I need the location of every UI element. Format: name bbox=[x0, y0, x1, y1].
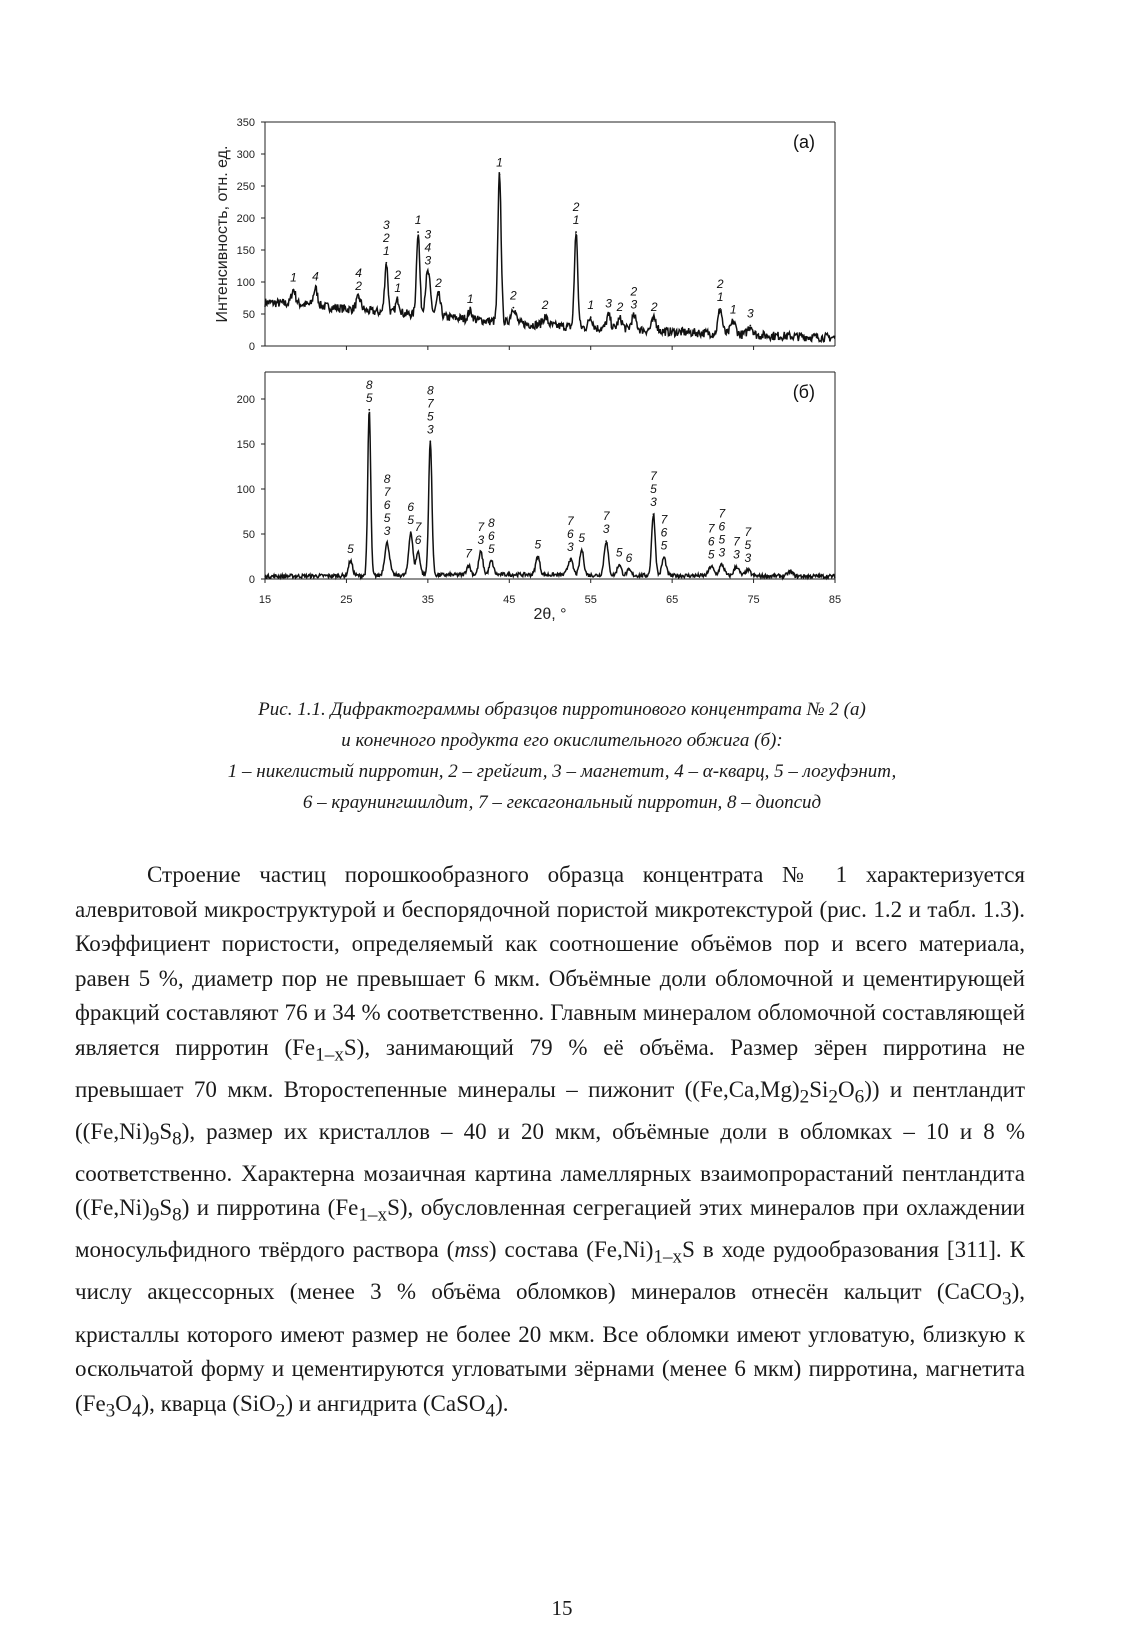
figure-caption bbox=[110, 694, 1014, 818]
panel-a-peak-label: 3 bbox=[605, 296, 612, 311]
panel-a-peak-label: 4 bbox=[312, 269, 319, 284]
panel-a-peak-label: 2 bbox=[394, 267, 402, 282]
panel-a-peak-label: 4 bbox=[424, 240, 432, 255]
panel-b-peak-point bbox=[537, 556, 539, 558]
panel-b-peak-label: 6 bbox=[567, 527, 574, 542]
panel-a-peak-point bbox=[315, 288, 317, 290]
panel-b-peak-label: 5 bbox=[650, 482, 657, 497]
panel-a-y-tick-label: 150 bbox=[236, 245, 255, 257]
panel-b-peak-label: 7 bbox=[465, 546, 472, 561]
panel-b-peak-point bbox=[429, 440, 431, 442]
panel-b-x-tick-label: 55 bbox=[584, 594, 597, 606]
panel-b-peak-label: 7 bbox=[733, 534, 740, 549]
panel-a-peak-label: 1 bbox=[382, 243, 390, 258]
panel-b-x-tick-label: 15 bbox=[258, 594, 272, 606]
panel-b-peak-point bbox=[628, 569, 630, 571]
panel-b-peak-label: 7 bbox=[477, 520, 485, 534]
panel-b-peak-point bbox=[386, 542, 388, 544]
panel-b-peak-label: 7 bbox=[567, 514, 574, 529]
panel-a-peak-label: 2 bbox=[630, 284, 638, 299]
panel-b-peak-point bbox=[468, 565, 470, 567]
panel-b-peak-point bbox=[350, 560, 352, 562]
panel-a-y-tick-label: 0 bbox=[248, 341, 255, 353]
panel-b-peak-label: 5 bbox=[534, 537, 542, 552]
panel-b-peak-point bbox=[747, 569, 749, 571]
caption-line-4: 6 – краунингшилдит, 7 – гексагональный пирротин, 8 – диопсид bbox=[302, 792, 822, 813]
panel-b-peak-label: 6 bbox=[488, 529, 495, 543]
panel-b-peak-point bbox=[605, 540, 607, 542]
panel-b-peak-label: 5 bbox=[347, 542, 354, 556]
panel-a-peak-point bbox=[499, 174, 501, 176]
panel-a-peak-point bbox=[544, 316, 546, 318]
panel-b-peak-label: 3 bbox=[426, 422, 434, 437]
panel-b-peak-label: 5 bbox=[660, 538, 668, 553]
panel-b-tag: (б) bbox=[792, 382, 815, 402]
panel-a-peak-label: 2 bbox=[510, 288, 517, 303]
panel-b-peak-point bbox=[410, 531, 412, 533]
panel-b-y-tick-label: 200 bbox=[236, 394, 255, 406]
panel-a-peak-label: 1 bbox=[496, 155, 503, 170]
panel-b-peak-label: 3 bbox=[477, 533, 485, 547]
panel-a-peak-point bbox=[619, 318, 621, 320]
panel-a-peak-label: 2 bbox=[650, 300, 658, 315]
panel-b-peak-label: 6 bbox=[407, 500, 415, 515]
panel-a-peak-label: 4 bbox=[355, 266, 362, 280]
panel-a-peak-point bbox=[397, 299, 399, 301]
panel-b-peak-point bbox=[618, 564, 620, 566]
panel-a-peak-label: 3 bbox=[424, 253, 432, 268]
panel-a-peak-point bbox=[417, 231, 419, 233]
panel-b-peak-point bbox=[653, 513, 655, 515]
xrd-chart bbox=[205, 110, 885, 655]
panel-b-peak-label: 8 bbox=[426, 383, 434, 398]
panel-b-peak-point bbox=[663, 557, 665, 559]
panel-b-peak-point bbox=[368, 409, 370, 411]
page-number: 15 bbox=[551, 1596, 573, 1620]
panel-b-peak-point bbox=[710, 566, 712, 568]
panel-b-peak-label: 5 bbox=[407, 513, 415, 528]
panel-b-peak-point bbox=[721, 564, 723, 566]
panel-a-y-tick-label: 300 bbox=[236, 149, 255, 161]
panel-a-peak-point bbox=[608, 314, 610, 316]
panel-a-peak-label: 2 bbox=[541, 298, 549, 313]
panel-a-y-tick-label: 250 bbox=[236, 181, 255, 193]
panel-a-peak-label: 2 bbox=[355, 279, 362, 293]
panel-b-peak-point bbox=[789, 571, 791, 573]
panel-b-peak-label: 7 bbox=[718, 506, 726, 521]
panel-b-peak-label: 8 bbox=[488, 516, 495, 530]
panel-a-peak-point bbox=[732, 321, 734, 323]
panel-a-peak-point bbox=[427, 272, 429, 274]
panel-a-peak-point bbox=[512, 307, 514, 309]
panel-b-peak-label: 8 bbox=[365, 377, 373, 392]
panel-b-peak-label: 5 bbox=[488, 542, 495, 556]
panel-b-peak-label: 6 bbox=[414, 533, 422, 547]
panel-a-peak-point bbox=[575, 231, 577, 233]
panel-b-peak-label: 3 bbox=[744, 551, 752, 565]
panel-a-peak-label: 1 bbox=[414, 213, 422, 228]
panel-b-peak-label: 7 bbox=[426, 396, 434, 411]
panel-b-peak-label: 5 bbox=[615, 545, 623, 560]
panel-b-peak-label: 7 bbox=[650, 469, 657, 484]
panel-b-peak-label: 5 bbox=[744, 538, 752, 552]
panel-b-peak-label: 7 bbox=[602, 509, 610, 524]
panel-b-peak-point bbox=[736, 566, 738, 568]
panel-a-peak-label: 3 bbox=[424, 227, 432, 242]
panel-b-peak-label: 7 bbox=[414, 520, 422, 534]
panel-a-peak-label: 1 bbox=[290, 270, 297, 285]
panel-a-peak-label: 3 bbox=[382, 217, 390, 232]
panel-b-peak-label: 5 bbox=[365, 390, 373, 405]
panel-b-peak-label: 7 bbox=[383, 485, 391, 499]
panel-a-tag: (а) bbox=[793, 132, 815, 152]
panel-b-x-tick-label: 65 bbox=[666, 594, 679, 606]
panel-b-peak-label: 3 bbox=[733, 547, 740, 562]
panel-b-peak-point bbox=[581, 549, 583, 551]
panel-b-peak-label: 7 bbox=[707, 521, 715, 536]
caption-line-2: и конечного продукта его окислительного обжига (б): bbox=[341, 730, 783, 751]
panel-a-peak-point bbox=[590, 316, 592, 318]
panel-b-peak-label: 8 bbox=[383, 472, 391, 486]
x-axis-title: 2θ, ° bbox=[533, 606, 567, 623]
panel-a-peak-point bbox=[719, 308, 721, 310]
paragraph: Строение частиц порошкообразного образца концентрата № 1 характеризуется алевритовой микроструктурой и беспорядочной пористой микротекстурой (рис. 1.2 и табл. 1.3). Коэффициент пористости, определяемый как соотношение объёмов пор и всего материала, равен 5 %, диаметр пор не превышает 6 мкм. Объёмные доли обломочной и цементирующей фракций составляют 76 и 34 % соответственно. Главным минералом обломочной составляющей является пирротин $(Fe_{1-x}S)$, занимающий 79 % её объёма. Размер зёрен пирротина не превышает 70 мкм. Второстепенные минералы – пижонит $((Fe,Ca,Mg)_2Si_2O_6)$) и пентландит $((Fe,Ni)_9S_8)$, размер их кристаллов – 40 и 20 мкм, объёмные доли в обломках – 10 и 8 % соответственно. Характерна мозаичная картина ламеллярных взаимопрорастаний пентландита $((Fe,Ni)_9S_8)$ и пирротина $(Fe_{1-x}S)$, обусловленная сегрегацией этих минералов при охлаждении моносульфидного твёрдого раствора (mss) состава $(Fe,Ni)_{1-x}S$ в ходе рудообразования [311]. К числу акцессорных (менее 3 % объёма обломков) минералов отнесён кальцит (CaCO$_3$), кристаллы которого имеют размер не более 20 мкм. Все обломки имеют угловатую, близкую к оскольчатой форму и цементируются угловатыми зёрнами (менее 6 мкм) пирротина, магнетита $(Fe_3O_4)$, кварца (SiO$_2$) и ангидрита (CaSO$_4$). bbox=[75, 862, 1025, 1422]
panel-b-peak-label: 6 bbox=[625, 551, 633, 565]
panel-a-peak-label: 2 bbox=[616, 300, 624, 315]
panel-b-peak-label: 3 bbox=[650, 495, 657, 510]
xrd-figure bbox=[205, 110, 885, 655]
panel-b-peak-label: 6 bbox=[383, 498, 391, 512]
panel-a-peak-label: 1 bbox=[587, 298, 595, 313]
panel-b-peak-label: 5 bbox=[383, 511, 391, 525]
panel-a-peak-point bbox=[385, 262, 387, 264]
caption-line-3: 1 – никелистый пирротин, 2 – грейгит, 3 – магнетит, 4 – α-кварц, 5 – логуфэнит, bbox=[227, 761, 897, 782]
panel-a-peak-point bbox=[653, 318, 655, 320]
panel-b-peak-point bbox=[417, 551, 419, 553]
panel-a-y-tick-label: 100 bbox=[236, 277, 255, 289]
panel-a-y-tick-label: 350 bbox=[236, 117, 255, 129]
panel-b-y-tick-label: 100 bbox=[236, 484, 255, 496]
panel-b-peak-label: 3 bbox=[602, 522, 610, 537]
panel-a-peak-label: 2 bbox=[572, 200, 580, 215]
panel-b-peak-point bbox=[490, 560, 492, 562]
panel-b-peak-label: 6 bbox=[718, 519, 726, 534]
panel-b-y-tick-label: 50 bbox=[242, 529, 255, 541]
panel-b-x-tick-label: 45 bbox=[503, 594, 516, 606]
panel-b-peak-label: 5 bbox=[426, 409, 434, 424]
panel-a-peak-label: 3 bbox=[630, 297, 638, 312]
panel-a-y-tick-label: 50 bbox=[242, 309, 255, 321]
panel-a-peak-label: 2 bbox=[382, 230, 390, 245]
panel-a-peak-label: 1 bbox=[729, 302, 737, 317]
panel-b-x-tick-label: 25 bbox=[340, 594, 353, 606]
panel-b-x-tick-label: 85 bbox=[828, 594, 842, 606]
panel-a-peak-label: 2 bbox=[716, 276, 724, 291]
panel-b-y-tick-label: 150 bbox=[236, 439, 255, 451]
panel-a-peak-label: 3 bbox=[746, 306, 754, 321]
panel-a-peak-point bbox=[469, 310, 471, 312]
panel-a-peak-point bbox=[633, 316, 635, 318]
panel-b-peak-label: 3 bbox=[718, 545, 726, 560]
panel-b-peak-point bbox=[569, 558, 571, 560]
y-axis-title: Интенсивность, отн. ед. bbox=[214, 145, 231, 323]
panel-b-x-tick-label: 75 bbox=[747, 594, 760, 606]
panel-a-peak-point bbox=[293, 289, 295, 291]
panel-b-peak-label: 5 bbox=[578, 531, 586, 546]
panel-b-peak-label: 7 bbox=[744, 525, 752, 539]
panel-b-y-tick-label: 0 bbox=[248, 574, 255, 586]
panel-b-peak-label: 7 bbox=[660, 512, 668, 527]
panel-b-peak-label: 3 bbox=[383, 524, 391, 538]
panel-b-peak-label: 3 bbox=[567, 540, 574, 555]
panel-a-peak-point bbox=[749, 325, 751, 327]
panel-a-peak-label: 1 bbox=[466, 291, 474, 306]
panel-a-peak-label: 1 bbox=[572, 213, 580, 228]
panel-b-peak-label: 6 bbox=[660, 525, 668, 540]
panel-b-peak-point bbox=[480, 551, 482, 553]
panel-b-x-tick-label: 35 bbox=[421, 594, 434, 606]
panel-a-y-tick-label: 200 bbox=[236, 213, 255, 225]
panel-a-peak-point bbox=[438, 294, 440, 296]
panel-a-peak-label: 1 bbox=[716, 289, 724, 304]
body-text bbox=[75, 858, 1025, 1429]
panel-a-peak-label: 1 bbox=[394, 280, 402, 295]
panel-a-peak-label: 2 bbox=[435, 275, 442, 290]
caption-line-1: Рис. 1.1. Дифрактограммы образцов пирротинового концентрата № 2 (а) bbox=[258, 699, 866, 720]
panel-b-peak-label: 5 bbox=[707, 547, 715, 562]
panel-b-peak-label: 5 bbox=[718, 532, 726, 547]
panel-a-peak-point bbox=[358, 297, 360, 299]
panel-b-peak-label: 6 bbox=[707, 534, 715, 549]
